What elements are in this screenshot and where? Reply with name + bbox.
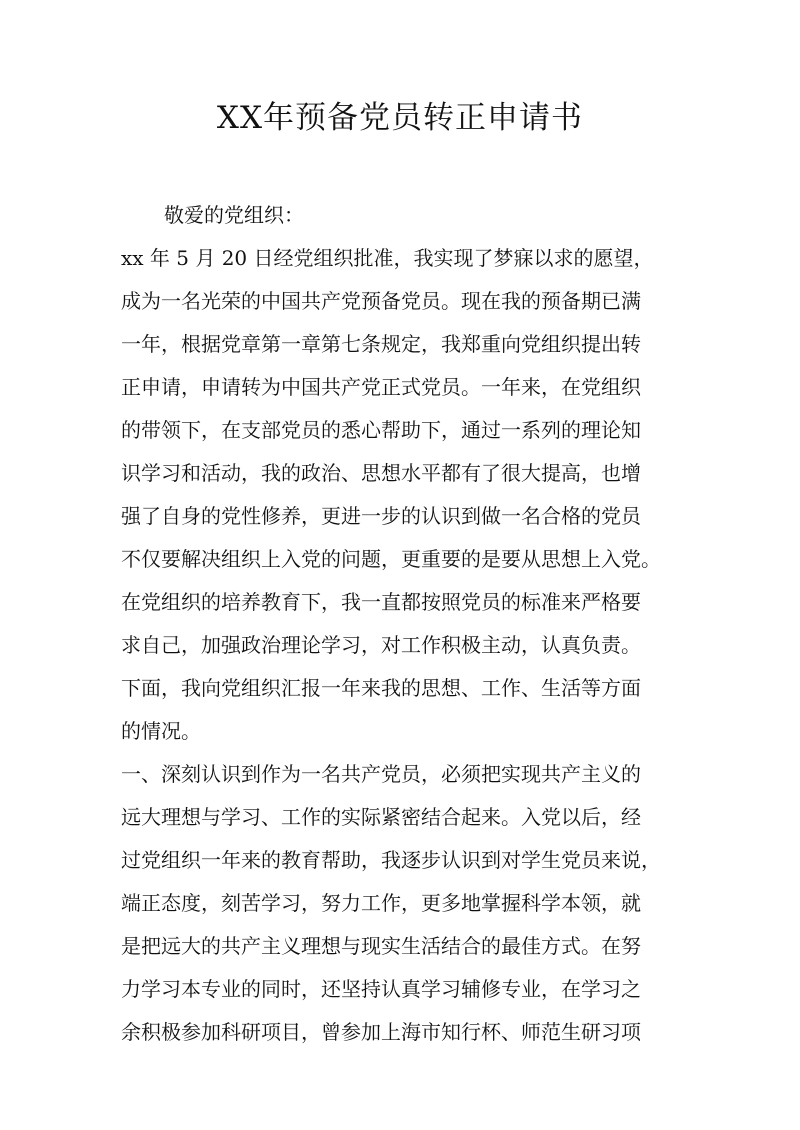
body-line: 求自己，加强政治理论学习，对工作积极主动，认真负责。: [121, 633, 641, 657]
body-line: 识学习和活动，我的政治、思想水平都有了很大提高，也增: [121, 461, 641, 485]
body-line: 力学习本专业的同时，还坚持认真学习辅修专业，在学习之: [121, 977, 641, 1001]
body-line: 一年，根据党章第一章第七条规定，我郑重向党组织提出转: [121, 332, 641, 356]
body-line: 余积极参加科研项目，曾参加上海市知行杯、师范生研习项: [121, 1020, 641, 1044]
body-line: 的带领下，在支部党员的悉心帮助下，通过一系列的理论知: [121, 418, 641, 442]
body-line: 是把远大的共产主义理想与现实生活结合的最佳方式。在努: [121, 934, 641, 958]
body-line: 在党组织的培养教育下，我一直都按照党员的标准来严格要: [121, 590, 641, 614]
body-line: 正申请，申请转为中国共产党正式党员。一年来，在党组织: [121, 375, 641, 399]
salutation: 敬爱的党组织：: [164, 203, 304, 227]
body-line: 过党组织一年来的教育帮助，我逐步认识到对学生党员来说，: [121, 848, 661, 872]
body-line: 下面，我向党组织汇报一年来我的思想、工作、生活等方面: [121, 676, 641, 700]
document-title: XX年预备党员转正申请书: [216, 100, 584, 136]
body-line: 一、深刻认识到作为一名共产党员，必须把实现共产主义的: [121, 762, 641, 786]
body-line: 远大理想与学习、工作的实际紧密结合起来。入党以后，经: [121, 805, 641, 829]
body-line: 的情况。: [121, 719, 201, 743]
document-body: [121, 237, 691, 1054]
body-line: xx 年 5 月 20 日经党组织批准，我实现了梦寐以求的愿望，: [121, 246, 654, 270]
body-line: 不仅要解决组织上入党的问题，更重要的是要从思想上入党。: [121, 547, 661, 571]
body-line: 强了自身的党性修养，更进一步的认识到做一名合格的党员: [121, 504, 641, 528]
body-line: 端正态度，刻苦学习，努力工作，更多地掌握科学本领，就: [121, 891, 641, 915]
body-line: 成为一名光荣的中国共产党预备党员。现在我的预备期已满: [121, 289, 641, 313]
